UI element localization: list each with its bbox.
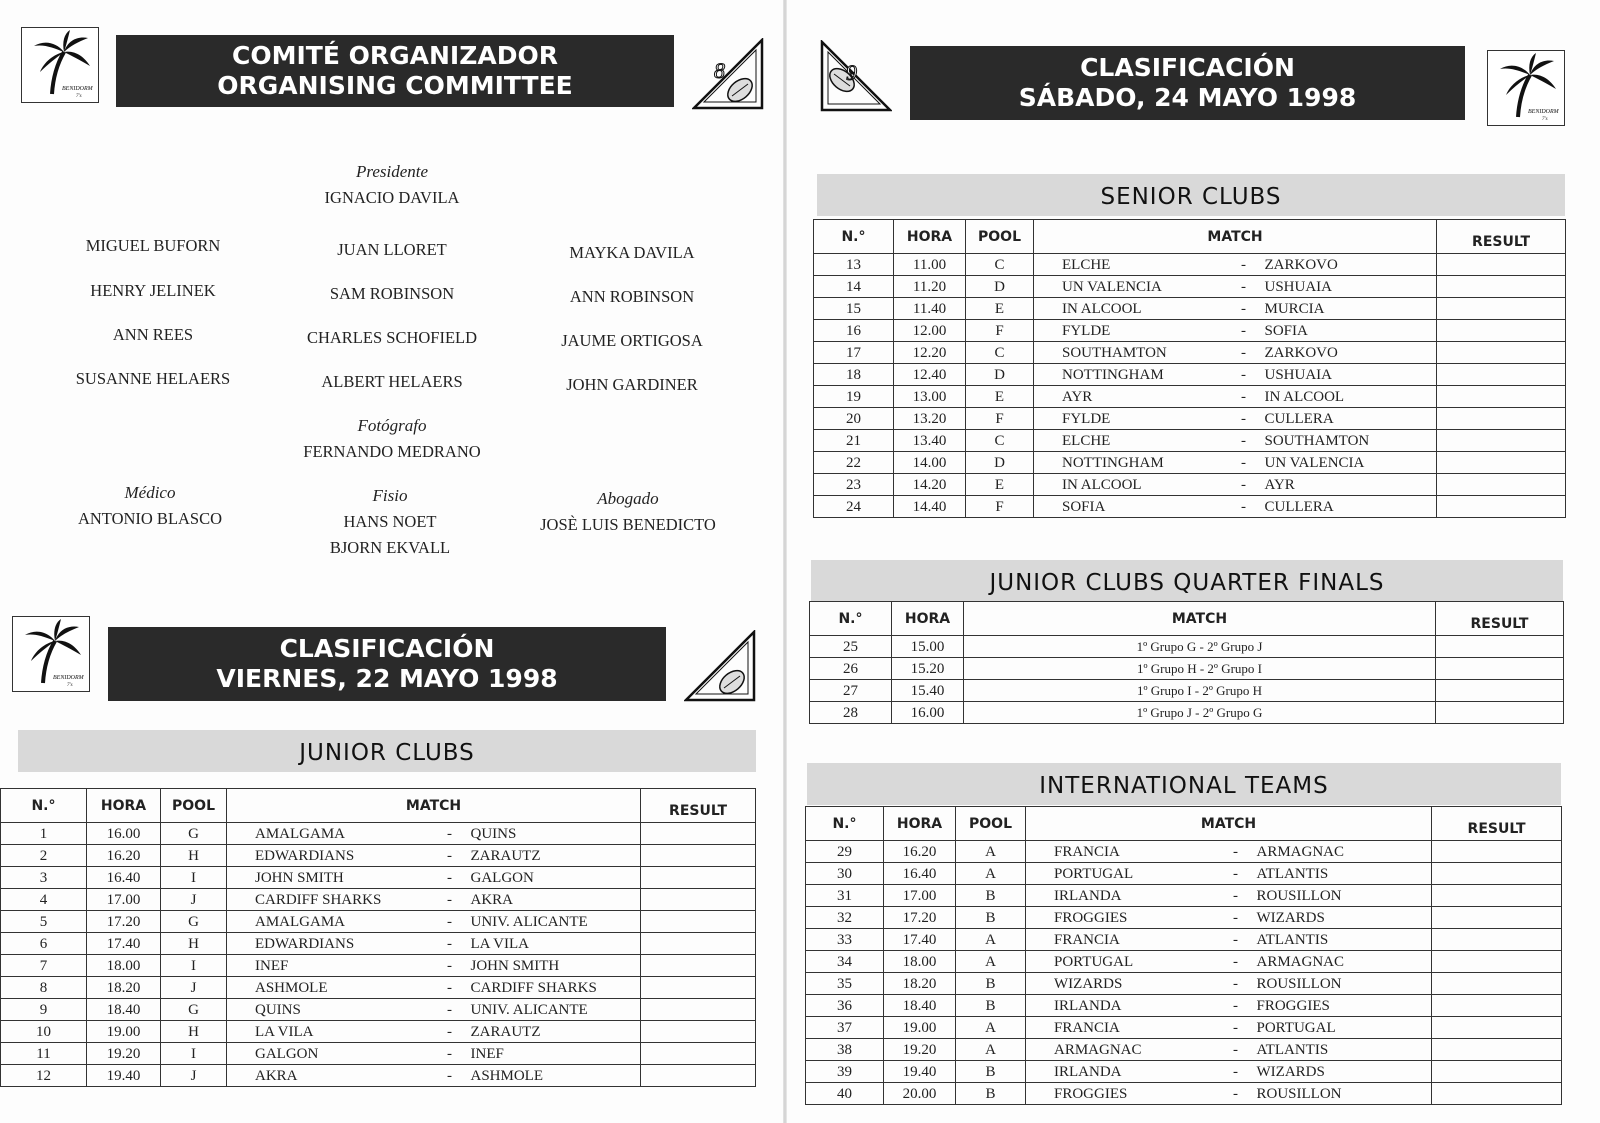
table-row: 18 12.40 D NOTTINGHAM - USHUAIA bbox=[814, 364, 1566, 386]
col-header-hora: HORA bbox=[894, 220, 966, 254]
benidorm-palm-logo bbox=[12, 616, 90, 692]
table-row: 14 11.20 D UN VALENCIA - USHUAIA bbox=[814, 276, 1566, 298]
result-cell bbox=[641, 867, 756, 889]
result-cell bbox=[1437, 254, 1566, 276]
fotografo-name: FERNANDO MEDRANO bbox=[303, 442, 481, 461]
result-cell bbox=[1432, 885, 1562, 907]
committee-title-es: COMITÉ ORGANIZADOR bbox=[232, 41, 558, 70]
benidorm-palm-logo bbox=[21, 27, 99, 103]
svg-text:BENIDORM: BENIDORM bbox=[62, 86, 93, 92]
col-header-match: MATCH bbox=[1034, 220, 1437, 254]
friday-title-bar bbox=[108, 627, 666, 701]
abogado-role: Abogado bbox=[597, 489, 659, 508]
junior-qf-heading: JUNIOR CLUBS QUARTER FINALS bbox=[811, 560, 1563, 602]
result-cell bbox=[1432, 907, 1562, 929]
saturday-title-line1: CLASIFICACIÓN bbox=[1080, 53, 1295, 82]
table-row: 39 19.40 B IRLANDA - WIZARDS bbox=[806, 1061, 1562, 1083]
svg-text:BENIDORM: BENIDORM bbox=[53, 675, 84, 681]
col-header-result: RESULT bbox=[641, 789, 756, 823]
result-cell bbox=[1437, 474, 1566, 496]
result-cell bbox=[1432, 973, 1562, 995]
table-row: 16 12.00 F FYLDE - SOFIA bbox=[814, 320, 1566, 342]
col-header-n: N.° bbox=[806, 807, 884, 841]
right-page bbox=[785, 0, 1600, 1123]
result-cell bbox=[1437, 430, 1566, 452]
table-row: 28 16.00 1º Grupo J - 2º Grupo G bbox=[810, 702, 1564, 724]
table-row: 25 15.00 1º Grupo G - 2º Grupo J bbox=[810, 636, 1564, 658]
table-row: 8 18.20 J ASHMOLE - CARDIFF SHARKS bbox=[1, 977, 756, 999]
result-cell bbox=[1432, 1083, 1562, 1105]
table-header-row bbox=[814, 220, 1566, 254]
table-row: 19 13.00 E AYR - IN ALCOOL bbox=[814, 386, 1566, 408]
result-cell bbox=[1432, 863, 1562, 885]
table-row: 22 14.00 D NOTTINGHAM - UN VALENCIA bbox=[814, 452, 1566, 474]
table-header-row bbox=[1, 789, 756, 823]
junior-clubs-table bbox=[0, 788, 756, 1087]
result-cell bbox=[641, 977, 756, 999]
result-cell bbox=[1437, 364, 1566, 386]
member-name: ANN REES bbox=[112, 325, 194, 344]
result-cell bbox=[641, 889, 756, 911]
col-header-match: MATCH bbox=[227, 789, 641, 823]
result-cell bbox=[1436, 636, 1564, 658]
result-cell bbox=[1437, 386, 1566, 408]
result-cell bbox=[641, 845, 756, 867]
col-header-result: RESULT bbox=[1432, 807, 1562, 841]
member-name: JOHN GARDINER bbox=[566, 375, 698, 394]
member-name: MIGUEL BUFORN bbox=[85, 236, 221, 255]
table-row: 23 14.20 E IN ALCOOL - AYR bbox=[814, 474, 1566, 496]
col-header-n: N.° bbox=[814, 220, 894, 254]
result-cell bbox=[1436, 680, 1564, 702]
table-row: 1 16.00 G AMALGAMA - QUINS bbox=[1, 823, 756, 845]
saturday-title-line2: SÁBADO, 24 MAYO 1998 bbox=[1018, 83, 1357, 112]
col-header-match: MATCH bbox=[1026, 807, 1432, 841]
col-header-pool: POOL bbox=[161, 789, 227, 823]
result-cell bbox=[1437, 408, 1566, 430]
col-header-match: MATCH bbox=[964, 602, 1436, 636]
svg-text:7's: 7's bbox=[76, 94, 82, 99]
table-row: 2 16.20 H EDWARDIANS - ZARAUTZ bbox=[1, 845, 756, 867]
col-header-hora: HORA bbox=[892, 602, 964, 636]
table-row: 27 15.40 1º Grupo I - 2º Grupo H bbox=[810, 680, 1564, 702]
result-cell bbox=[1437, 452, 1566, 474]
page-number: 9 bbox=[846, 60, 857, 85]
abogado-name: JOSÈ LUIS BENEDICTO bbox=[540, 515, 716, 534]
result-cell bbox=[1432, 1017, 1562, 1039]
result-cell bbox=[1432, 841, 1562, 863]
result-cell bbox=[1437, 342, 1566, 364]
result-cell bbox=[641, 823, 756, 845]
table-row: 21 13.40 C ELCHE - SOUTHAMTON bbox=[814, 430, 1566, 452]
table-row: 24 14.40 F SOFIA - CULLERA bbox=[814, 496, 1566, 518]
table-row: 10 19.00 H LA VILA - ZARAUTZ bbox=[1, 1021, 756, 1043]
result-cell bbox=[1432, 1061, 1562, 1083]
table-row: 6 17.40 H EDWARDIANS - LA VILA bbox=[1, 933, 756, 955]
table-row: 34 18.00 A PORTUGAL - ARMAGNAC bbox=[806, 951, 1562, 973]
benidorm-palm-logo bbox=[1487, 50, 1565, 126]
table-row: 12 19.40 J AKRA - ASHMOLE bbox=[1, 1065, 756, 1087]
result-cell bbox=[641, 955, 756, 977]
international-teams-heading: INTERNATIONAL TEAMS bbox=[807, 763, 1561, 805]
result-cell bbox=[641, 999, 756, 1021]
member-name: JUAN LLORET bbox=[337, 240, 447, 259]
table-row: 37 19.00 A FRANCIA - PORTUGAL bbox=[806, 1017, 1562, 1039]
col-header-hora: HORA bbox=[87, 789, 161, 823]
fisio-name: HANS NOET bbox=[343, 512, 437, 531]
junior-clubs-heading: JUNIOR CLUBS bbox=[18, 730, 756, 772]
senior-clubs-heading: SENIOR CLUBS bbox=[817, 174, 1565, 216]
table-row: 36 18.40 B IRLANDA - FROGGIES bbox=[806, 995, 1562, 1017]
table-row: 13 11.00 C ELCHE - ZARKOVO bbox=[814, 254, 1566, 276]
result-cell bbox=[1436, 702, 1564, 724]
table-row: 26 15.20 1º Grupo H - 2º Grupo I bbox=[810, 658, 1564, 680]
col-header-n: N.° bbox=[810, 602, 892, 636]
result-cell bbox=[1437, 276, 1566, 298]
table-row: 20 13.20 F FYLDE - CULLERA bbox=[814, 408, 1566, 430]
table-row: 32 17.20 B FROGGIES - WIZARDS bbox=[806, 907, 1562, 929]
table-row: 35 18.20 B WIZARDS - ROUSILLON bbox=[806, 973, 1562, 995]
table-row: 11 19.20 I GALGON - INEF bbox=[1, 1043, 756, 1065]
saturday-title-bar bbox=[910, 46, 1465, 120]
table-row: 15 11.40 E IN ALCOOL - MURCIA bbox=[814, 298, 1566, 320]
rugby-ball-page-badge bbox=[692, 38, 764, 110]
table-row: 3 16.40 I JOHN SMITH - GALGON bbox=[1, 867, 756, 889]
col-header-result: RESULT bbox=[1437, 220, 1566, 254]
fisio-role: Fisio bbox=[372, 486, 408, 505]
fisio-name: BJORN EKVALL bbox=[329, 538, 451, 557]
svg-text:BENIDORM: BENIDORM bbox=[1528, 109, 1559, 115]
result-cell bbox=[1437, 298, 1566, 320]
table-row: 7 18.00 I INEF - JOHN SMITH bbox=[1, 955, 756, 977]
left-page bbox=[0, 0, 785, 1123]
table-row: 4 17.00 J CARDIFF SHARKS - AKRA bbox=[1, 889, 756, 911]
table-header-row bbox=[810, 602, 1564, 636]
svg-text:7's: 7's bbox=[1542, 117, 1548, 122]
rugby-ball-page-badge bbox=[820, 40, 892, 112]
committee-list bbox=[0, 150, 785, 570]
result-cell bbox=[641, 1021, 756, 1043]
table-row: 31 17.00 B IRLANDA - ROUSILLON bbox=[806, 885, 1562, 907]
result-cell bbox=[1432, 951, 1562, 973]
member-name: ALBERT HELAERS bbox=[321, 372, 463, 391]
presidente-name: IGNACIO DAVILA bbox=[324, 188, 460, 207]
result-cell bbox=[1432, 929, 1562, 951]
committee-title-bar bbox=[116, 35, 674, 107]
result-cell bbox=[641, 933, 756, 955]
table-row: 40 20.00 B FROGGIES - ROUSILLON bbox=[806, 1083, 1562, 1105]
member-name: HENRY JELINEK bbox=[90, 281, 216, 300]
result-cell bbox=[1437, 496, 1566, 518]
result-cell bbox=[641, 1043, 756, 1065]
page-number: 8 bbox=[714, 58, 725, 83]
member-name: SAM ROBINSON bbox=[329, 284, 455, 303]
medico-name: ANTONIO BLASCO bbox=[77, 509, 223, 528]
member-name: JAUME ORTIGOSA bbox=[561, 331, 703, 350]
friday-title-line2: VIERNES, 22 MAYO 1998 bbox=[216, 664, 558, 693]
result-cell bbox=[641, 911, 756, 933]
col-header-n: N.° bbox=[1, 789, 87, 823]
table-row: 29 16.20 A FRANCIA - ARMAGNAC bbox=[806, 841, 1562, 863]
table-row: 17 12.20 C SOUTHAMTON - ZARKOVO bbox=[814, 342, 1566, 364]
member-name: CHARLES SCHOFIELD bbox=[306, 328, 478, 347]
committee-title-en: ORGANISING COMMITTEE bbox=[217, 71, 573, 100]
presidente-role: Presidente bbox=[355, 162, 429, 181]
table-row: 33 17.40 A FRANCIA - ATLANTIS bbox=[806, 929, 1562, 951]
table-header-row bbox=[806, 807, 1562, 841]
member-name: ANN ROBINSON bbox=[569, 287, 695, 306]
international-teams-table bbox=[805, 806, 1562, 1105]
col-header-pool: POOL bbox=[966, 220, 1034, 254]
table-row: 9 18.40 G QUINS - UNIV. ALICANTE bbox=[1, 999, 756, 1021]
col-header-pool: POOL bbox=[956, 807, 1026, 841]
result-cell bbox=[641, 1065, 756, 1087]
rugby-ball-badge bbox=[684, 630, 756, 702]
table-row: 30 16.40 A PORTUGAL - ATLANTIS bbox=[806, 863, 1562, 885]
friday-title-line1: CLASIFICACIÓN bbox=[279, 634, 495, 663]
table-row: 5 17.20 G AMALGAMA - UNIV. ALICANTE bbox=[1, 911, 756, 933]
member-name: MAYKA DAVILA bbox=[569, 243, 695, 262]
junior-qf-table bbox=[809, 601, 1564, 724]
fotografo-role: Fotógrafo bbox=[357, 416, 427, 435]
svg-text:7's: 7's bbox=[67, 683, 73, 688]
member-name: SUSANNE HELAERS bbox=[75, 369, 231, 388]
result-cell bbox=[1432, 1039, 1562, 1061]
col-header-result: RESULT bbox=[1436, 602, 1564, 636]
medico-role: Médico bbox=[124, 483, 176, 502]
result-cell bbox=[1436, 658, 1564, 680]
result-cell bbox=[1437, 320, 1566, 342]
senior-clubs-table bbox=[813, 219, 1566, 518]
result-cell bbox=[1432, 995, 1562, 1017]
col-header-hora: HORA bbox=[884, 807, 956, 841]
table-row: 38 19.20 A ARMAGNAC - ATLANTIS bbox=[806, 1039, 1562, 1061]
